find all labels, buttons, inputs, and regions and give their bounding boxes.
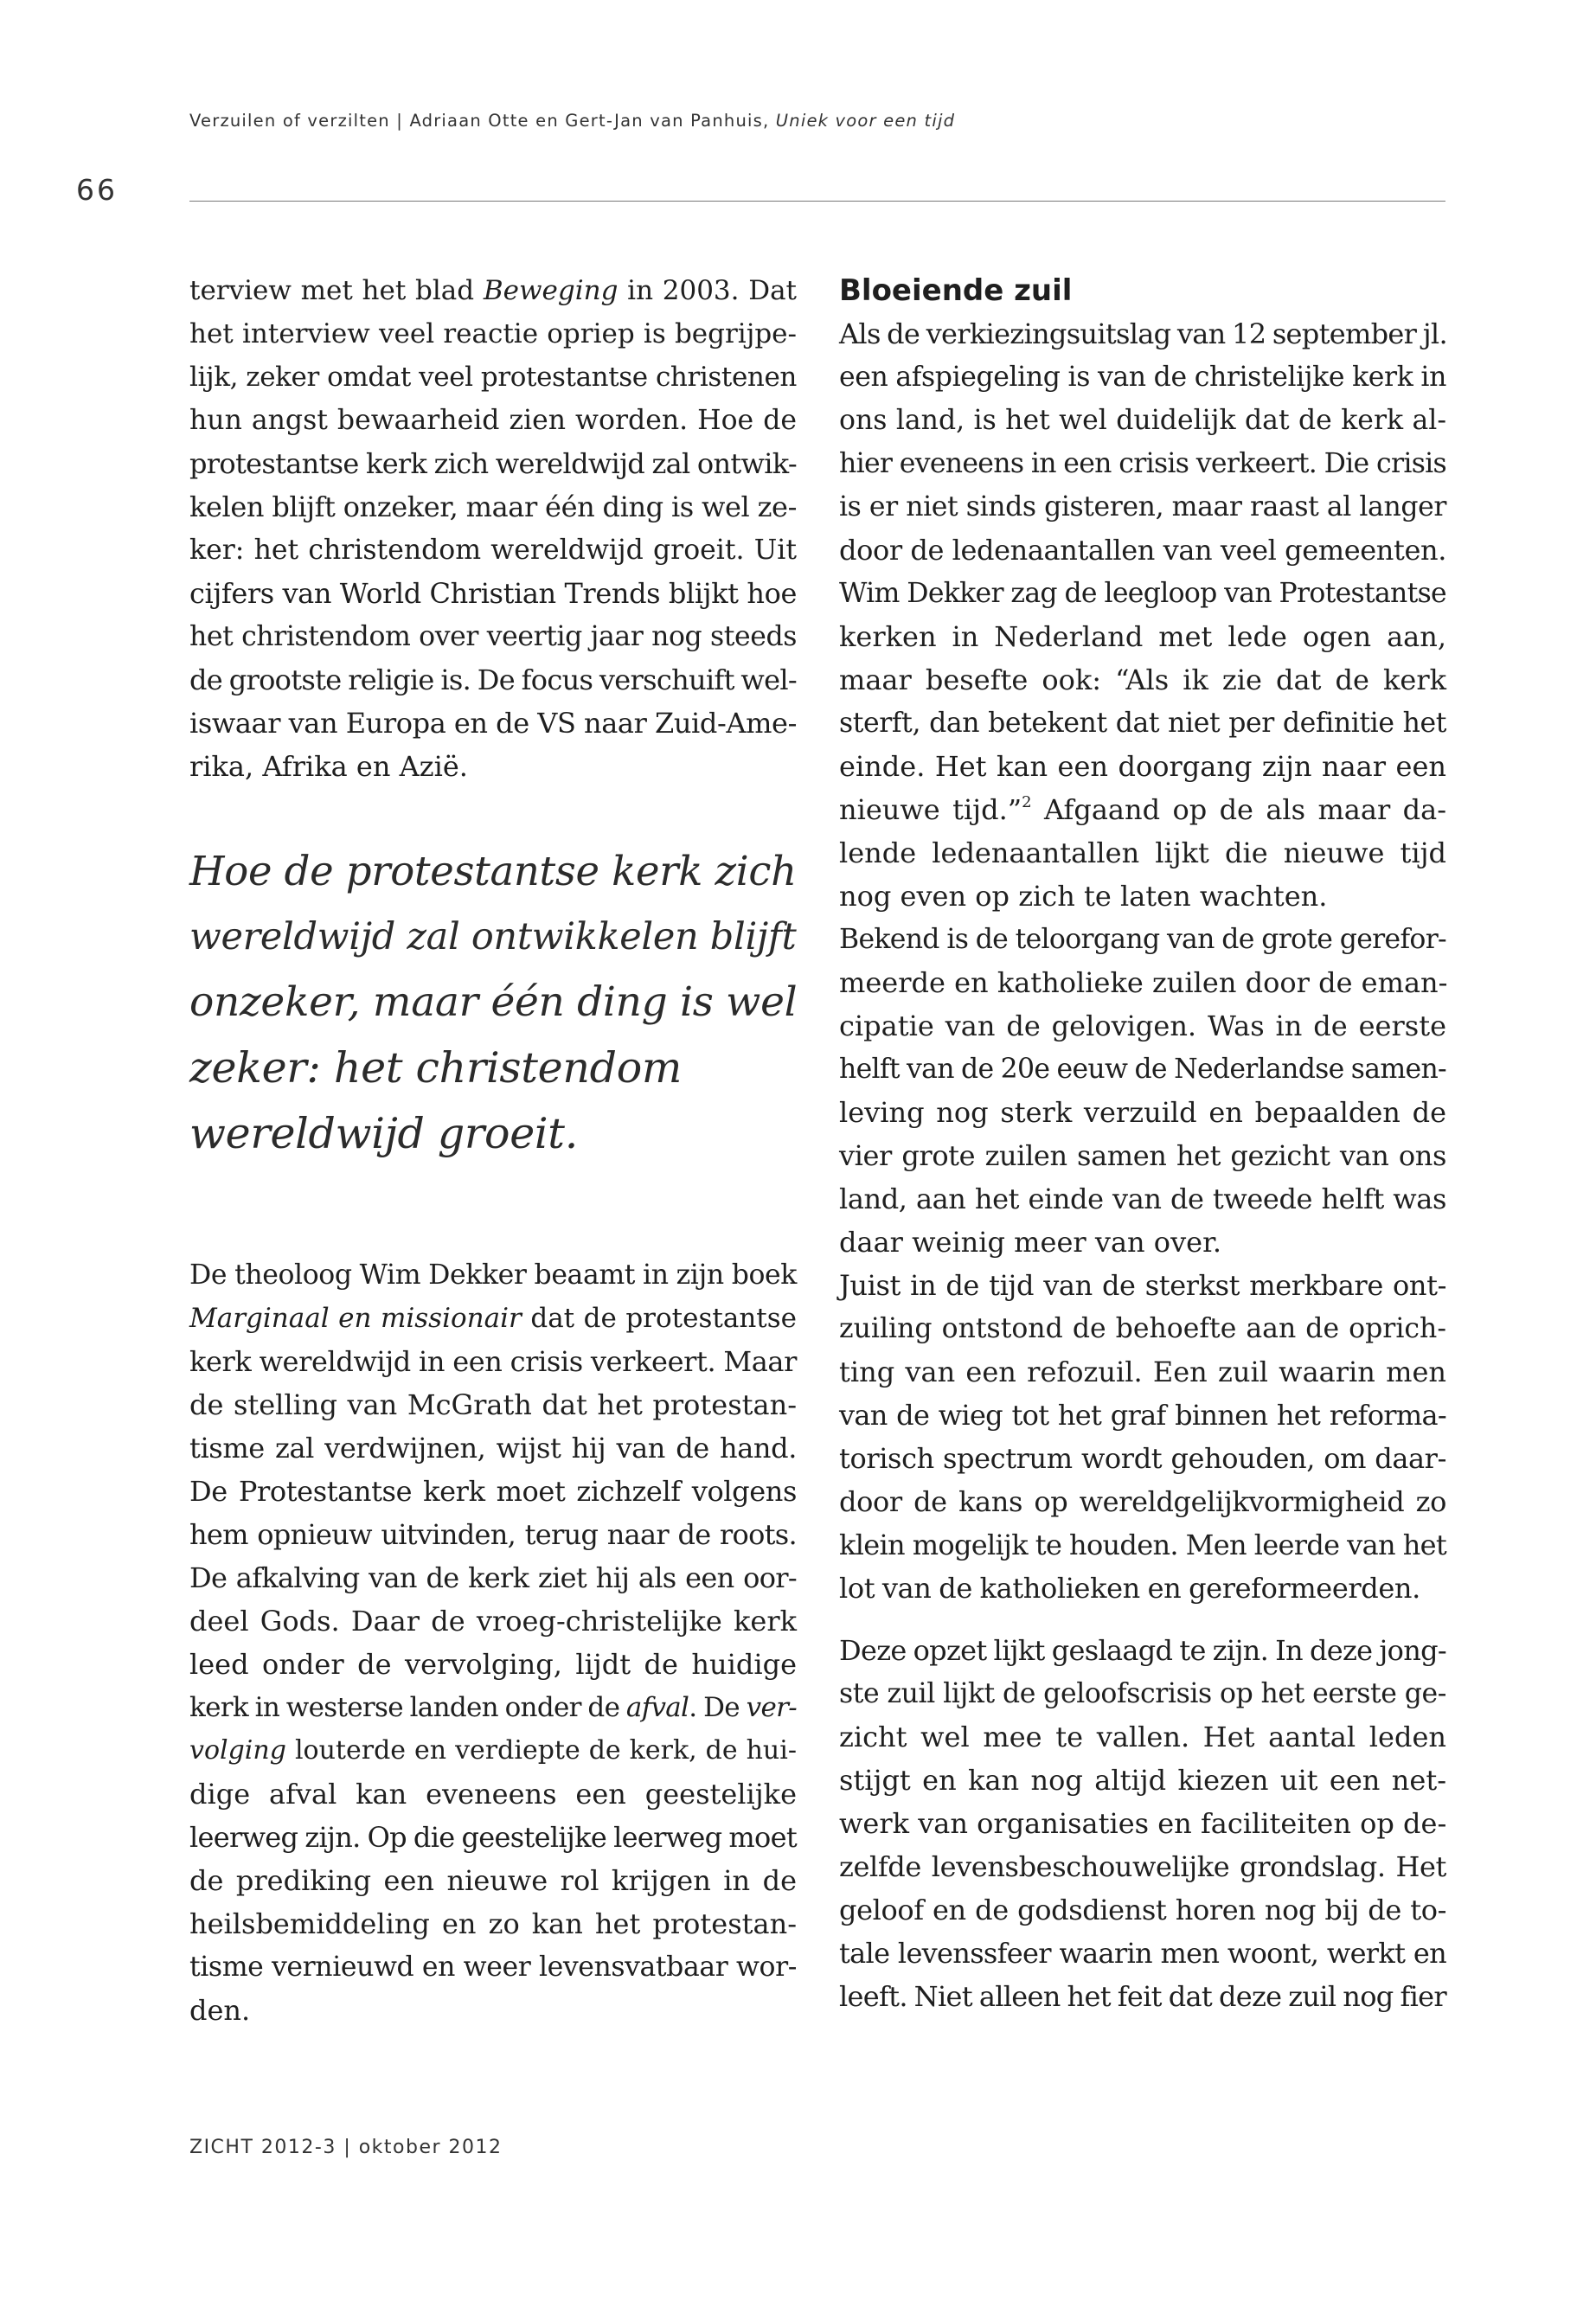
pull-quote-line: wereldwijd groeit.	[189, 1109, 578, 1158]
text-line: lijk, zeker omdat veel protestantse christenen	[189, 362, 797, 393]
text-line: nieuwe tijd.”$^2$ Afgaand op de als maar da-	[839, 793, 1447, 826]
text-line: Als de verkiezingsuitslag van 12 september jl.	[839, 317, 1447, 350]
text-line: heilsbemiddeling en zo kan het protestan-	[189, 1907, 797, 1940]
text-line: einde. Het kan een doorgang zijn naar een	[839, 750, 1446, 783]
left-paragraph-1	[189, 269, 797, 788]
text-line: Wim Dekker zag de leegloop van Protestantse	[839, 578, 1446, 609]
text-line: door de ledenaantallen van veel gemeenten.	[839, 534, 1446, 567]
left-paragraph-2	[189, 1253, 797, 2032]
text-line: tisme zal verdwijnen, wijst hij van de hand.	[189, 1432, 797, 1465]
text-line: kerk wereldwijd in een crisis verkeert. Maar	[189, 1345, 797, 1378]
left-column	[189, 269, 797, 2032]
text-line: leeft. Niet alleen het feit dat deze zuil nog fier	[839, 1980, 1446, 2013]
text-line: helft van de 20e eeuw de Nederlandse samen-	[839, 1054, 1446, 1085]
right-paragraph-2	[839, 918, 1446, 1264]
text-line: hem opnieuw uitvinden, terug naar de roots.	[189, 1518, 797, 1551]
text-line: leerweg zijn. Op die geestelijke leerweg moet	[189, 1821, 797, 1854]
header-separator: |	[389, 111, 410, 131]
text-line: een afspiegeling is van de christelijke kerk in	[839, 362, 1446, 393]
text-line: ting van een refozuil. Een zuil waarin men	[839, 1356, 1446, 1388]
text-line: land, aan het einde van de tweede helft was	[839, 1183, 1446, 1215]
text-line: iswaar van Europa en de VS naar Zuid-Ame-	[189, 707, 797, 740]
text-line: het interview veel reactie opriep is begrijpe-	[189, 318, 797, 349]
text-line: zelfde levensbeschouwelijke grondslag. Het	[839, 1850, 1446, 1883]
text-line: kerk in westerse landen onder de afval. De ver-	[189, 1692, 797, 1723]
text-line: tisme vernieuwd en weer levensvatbaar wor-	[189, 1952, 797, 1983]
text-line: kerken in Nederland met lede ogen aan,	[839, 620, 1446, 653]
pull-quote-line: wereldwijd zal ontwikkelen blijft	[189, 915, 797, 958]
pull-quote-line: zeker: het christendom	[189, 1043, 683, 1093]
text-line: deel Gods. Daar de vroeg-christelijke kerk	[189, 1605, 797, 1638]
text-line: hun angst bewaarheid zien worden. Hoe de	[189, 405, 797, 436]
page-number: 66	[76, 173, 118, 207]
text-line: de stelling van McGrath dat het protestan-	[189, 1388, 797, 1421]
text-line: lot van de katholieken en gereformeerden.	[839, 1572, 1420, 1605]
text-line: hier eveneens in een crisis verkeert. Die crisis	[839, 448, 1446, 479]
series-title: Verzuilen of verzilten	[189, 111, 390, 131]
text-line: De afkalving van de kerk ziet hij als een oor-	[189, 1561, 797, 1594]
text-line: Bekend is de teloorgang van de grote gerefor-	[839, 924, 1446, 955]
pull-quote	[189, 838, 797, 1167]
text-line: rika, Afrika en Azië.	[189, 750, 468, 783]
text-line: leed onder de vervolging, lijdt de huidige	[189, 1648, 797, 1681]
text-line: tale levenssfeer waarin men woont, werkt en	[839, 1937, 1446, 1970]
right-column	[839, 269, 1446, 2018]
text-line: ker: het christendom wereldwijd groeit. Uit	[189, 535, 797, 566]
text-line: den.	[189, 1994, 251, 2027]
footnote-ref: 2	[1022, 793, 1032, 811]
text-line: geloof en de godsdienst horen nog bij de to-	[839, 1894, 1446, 1926]
text-line: van de wieg tot het graf binnen het reforma-	[839, 1399, 1446, 1432]
text-line: dige afval kan eveneens een geestelijke	[189, 1778, 797, 1811]
text-line: terview met het blad Beweging in 2003. Dat	[189, 275, 798, 306]
text-line: leving nog sterk verzuild en bepaalden de	[839, 1096, 1446, 1129]
text-line: door de kans op wereldgelijkvormigheid zo	[839, 1485, 1446, 1518]
text-line: zuiling ontstond de behoefte aan de oprich-	[839, 1313, 1446, 1344]
header-article-title: Uniek voor een tijd	[775, 111, 956, 131]
text-line: Marginaal en missionair dat de protestantse	[189, 1303, 797, 1334]
pull-quote-line: onzeker, maar één ding is wel	[189, 978, 798, 1026]
text-line: volging louterde en verdiepte de kerk, de hui-	[189, 1735, 797, 1766]
header-authors: Adriaan Otte en Gert-Jan van Panhuis,	[409, 111, 770, 131]
text-line: De theoloog Wim Dekker beaamt in zijn boek	[189, 1259, 797, 1291]
text-line: de prediking een nieuwe rol krijgen in de	[189, 1864, 797, 1897]
text-line: vier grote zuilen samen het gezicht van ons	[839, 1139, 1446, 1172]
text-line: protestantse kerk zich wereldwijd zal ontwik-	[189, 447, 797, 480]
right-paragraph-3	[839, 1264, 1446, 1610]
section-heading: Bloeiende zuil	[839, 273, 1073, 308]
book-title: Marginaal en missionair	[189, 1303, 522, 1334]
magazine-title: Beweging	[483, 275, 619, 306]
text-line: kelen blijft onzeker, maar één ding is wel ze-	[189, 490, 797, 523]
header-divider	[189, 201, 1445, 202]
running-header	[189, 111, 955, 131]
text-line: cipatie van de gelovigen. Was in de eerste	[839, 1009, 1446, 1042]
text-line: ons land, is het wel duidelijk dat de kerk al-	[839, 405, 1446, 436]
text-line: maar besefte ook: “Als ik zie dat de kerk	[839, 663, 1446, 696]
text-line: daar weinig meer van over.	[839, 1226, 1222, 1259]
paragraph-gap	[839, 1610, 1446, 1629]
text-line: ste zuil lijkt de geloofscrisis op het eerste ge-	[839, 1678, 1446, 1709]
text-line: lende ledenaantallen lijkt die nieuwe tijd	[839, 836, 1446, 869]
text-line: De Protestantse kerk moet zichzelf volgens	[189, 1475, 797, 1508]
text-line: zicht wel mee te vallen. Het aantal leden	[839, 1721, 1446, 1753]
text-line: torisch spectrum wordt gehouden, om daar-	[839, 1442, 1446, 1475]
text-line: stijgt en kan nog altijd kiezen uit een net-	[839, 1764, 1446, 1797]
page-footer: ZICHT 2012-3 | oktober 2012	[189, 2137, 503, 2158]
text-line: is er niet sinds gisteren, maar raast al langer	[839, 491, 1446, 522]
text-line: Juist in de tijd van de sterkst merkbare ont-	[839, 1269, 1446, 1302]
right-paragraph-4	[839, 1629, 1446, 2018]
text-line: sterft, dan betekent dat niet per definitie het	[839, 708, 1446, 739]
text-line: de grootste religie is. De focus verschuift wel-	[189, 663, 797, 696]
text-line: cijfers van World Christian Trends blijkt hoe	[189, 577, 797, 610]
right-paragraph-1	[839, 312, 1446, 918]
text-line: nog even op zich te laten wachten.	[839, 880, 1328, 913]
text-line: klein mogelijk te houden. Men leerde van het	[839, 1529, 1446, 1561]
pull-quote-line: Hoe de protestantse kerk zich	[189, 848, 797, 894]
text-line: meerde en katholieke zuilen door de eman-	[839, 966, 1448, 999]
text-line: werk van organisaties en faciliteiten op de-	[839, 1807, 1447, 1840]
text-line: Deze opzet lijkt geslaagd te zijn. In deze jong-	[839, 1634, 1446, 1667]
text-line: het christendom over veertig jaar nog steeds	[189, 621, 797, 652]
